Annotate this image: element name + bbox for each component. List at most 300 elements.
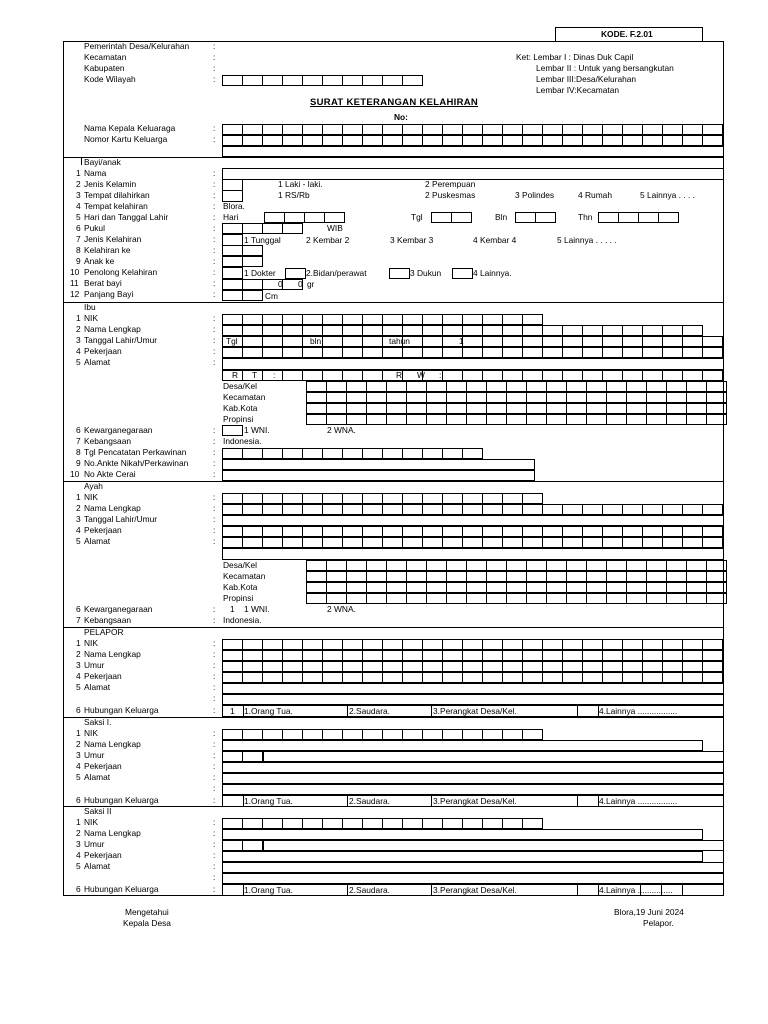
input-cell[interactable]	[322, 124, 343, 135]
input-cell[interactable]	[706, 582, 727, 593]
input-cell[interactable]	[606, 392, 627, 403]
input-cell[interactable]	[582, 526, 603, 537]
input-cell[interactable]	[322, 75, 343, 86]
input-cell[interactable]	[462, 124, 483, 135]
ibu-akte-nikah-field[interactable]	[222, 459, 535, 470]
input-cell[interactable]	[602, 124, 623, 135]
input-cell[interactable]	[306, 392, 327, 403]
input-cell[interactable]	[606, 381, 627, 392]
input-cell[interactable]	[282, 493, 303, 504]
input-cell[interactable]	[542, 135, 563, 146]
input-cell[interactable]	[426, 560, 447, 571]
input-cell[interactable]	[402, 537, 423, 548]
input-cell[interactable]	[302, 135, 323, 146]
input-cell[interactable]	[446, 414, 467, 425]
input-cell[interactable]	[446, 582, 467, 593]
input-cell[interactable]	[382, 650, 403, 661]
input-cell[interactable]	[626, 392, 647, 403]
input-cell[interactable]	[582, 325, 603, 336]
ayah-desa-cells[interactable]	[306, 560, 726, 571]
input-cell[interactable]	[282, 661, 303, 672]
input-cell[interactable]	[306, 414, 327, 425]
input-cell[interactable]	[222, 504, 243, 515]
input-cell[interactable]	[302, 347, 323, 358]
input-cell[interactable]	[282, 75, 303, 86]
input-cell[interactable]	[326, 381, 347, 392]
input-cell[interactable]	[362, 325, 383, 336]
input-cell[interactable]	[606, 571, 627, 582]
input-cell[interactable]	[602, 639, 623, 650]
input-cell[interactable]	[342, 314, 363, 325]
input-cell[interactable]	[602, 325, 623, 336]
input-cell[interactable]	[282, 650, 303, 661]
input-cell[interactable]	[422, 448, 443, 459]
input-cell[interactable]	[382, 661, 403, 672]
input-cell[interactable]	[522, 314, 543, 325]
input-cell[interactable]	[304, 212, 325, 223]
input-cell[interactable]	[666, 392, 687, 403]
input-cell[interactable]	[502, 370, 523, 381]
input-cell[interactable]	[442, 135, 463, 146]
input-cell[interactable]	[302, 370, 323, 381]
input-cell[interactable]	[506, 392, 527, 403]
input-cell[interactable]	[422, 493, 443, 504]
input-cell[interactable]	[622, 336, 643, 347]
input-cell[interactable]	[466, 392, 487, 403]
input-cell[interactable]	[386, 582, 407, 593]
input-cell[interactable]	[302, 818, 323, 829]
input-cell[interactable]	[462, 537, 483, 548]
input-cell[interactable]	[502, 347, 523, 358]
input-cell[interactable]	[662, 135, 683, 146]
input-cell[interactable]	[526, 571, 547, 582]
input-cell[interactable]	[366, 571, 387, 582]
input-cell[interactable]	[622, 650, 643, 661]
input-cell[interactable]	[506, 403, 527, 414]
ibu-rt-cells[interactable]	[222, 370, 722, 381]
input-cell[interactable]	[282, 336, 303, 347]
input-cell[interactable]	[482, 493, 503, 504]
input-cell[interactable]	[506, 593, 527, 604]
input-cell[interactable]	[342, 448, 363, 459]
input-cell[interactable]	[702, 336, 723, 347]
input-cell[interactable]	[546, 414, 567, 425]
input-cell[interactable]	[486, 593, 507, 604]
input-cell[interactable]	[606, 560, 627, 571]
input-cell[interactable]	[406, 560, 427, 571]
input-cell[interactable]	[666, 560, 687, 571]
input-cell[interactable]	[222, 537, 243, 548]
input-cell[interactable]	[306, 571, 327, 582]
pelapor-umur-cells[interactable]	[222, 661, 722, 672]
input-cell[interactable]	[406, 392, 427, 403]
input-cell[interactable]	[282, 672, 303, 683]
input-cell[interactable]	[526, 593, 547, 604]
input-cell[interactable]	[322, 325, 343, 336]
input-cell[interactable]	[526, 392, 547, 403]
input-cell[interactable]	[582, 336, 603, 347]
anak-ke-cells[interactable]	[222, 256, 262, 267]
input-cell[interactable]	[262, 325, 283, 336]
input-cell[interactable]	[446, 392, 467, 403]
input-cell[interactable]	[522, 504, 543, 515]
input-cell[interactable]	[562, 537, 583, 548]
input-cell[interactable]	[542, 661, 563, 672]
input-cell[interactable]	[402, 661, 423, 672]
input-cell[interactable]	[546, 593, 567, 604]
input-cell[interactable]	[662, 504, 683, 515]
input-cell[interactable]	[535, 212, 556, 223]
kelahiran-ke-cells[interactable]	[222, 245, 262, 256]
input-cell[interactable]	[662, 124, 683, 135]
input-cell[interactable]	[326, 560, 347, 571]
input-cell[interactable]	[626, 381, 647, 392]
input-cell[interactable]	[642, 661, 663, 672]
penolong-box[interactable]	[222, 267, 243, 279]
input-cell[interactable]	[322, 135, 343, 146]
input-cell[interactable]	[582, 661, 603, 672]
input-cell[interactable]	[606, 414, 627, 425]
input-cell[interactable]	[362, 493, 383, 504]
input-cell[interactable]	[442, 493, 463, 504]
input-cell[interactable]	[426, 403, 447, 414]
input-cell[interactable]	[646, 582, 667, 593]
input-cell[interactable]	[386, 571, 407, 582]
input-cell[interactable]	[242, 840, 263, 851]
pelapor-alamat-field-2[interactable]	[222, 694, 724, 705]
input-cell[interactable]	[586, 571, 607, 582]
input-cell[interactable]	[706, 392, 727, 403]
input-cell[interactable]	[686, 381, 707, 392]
input-cell[interactable]	[586, 560, 607, 571]
input-cell[interactable]	[566, 593, 587, 604]
input-cell[interactable]	[402, 347, 423, 358]
input-cell[interactable]	[466, 381, 487, 392]
input-cell[interactable]	[466, 560, 487, 571]
input-cell[interactable]	[222, 256, 243, 267]
input-cell[interactable]	[242, 504, 263, 515]
input-cell[interactable]	[431, 212, 452, 223]
input-cell[interactable]	[402, 729, 423, 740]
input-cell[interactable]	[522, 818, 543, 829]
pukul-cells[interactable]	[222, 223, 302, 234]
input-cell[interactable]	[626, 571, 647, 582]
input-cell[interactable]	[262, 537, 283, 548]
input-cell[interactable]	[646, 381, 667, 392]
input-cell[interactable]	[362, 504, 383, 515]
input-cell[interactable]	[362, 650, 383, 661]
input-cell[interactable]	[522, 370, 543, 381]
saksi1-nama-field[interactable]	[222, 740, 703, 751]
input-cell[interactable]	[302, 729, 323, 740]
input-cell[interactable]	[702, 124, 723, 135]
input-cell[interactable]	[262, 526, 283, 537]
input-cell[interactable]	[486, 381, 507, 392]
input-cell[interactable]	[542, 124, 563, 135]
input-cell[interactable]	[422, 135, 443, 146]
input-cell[interactable]	[326, 571, 347, 582]
input-cell[interactable]	[522, 347, 543, 358]
input-cell[interactable]	[322, 347, 343, 358]
input-cell[interactable]	[562, 661, 583, 672]
input-cell[interactable]	[542, 325, 563, 336]
saksi2-alamat-field-2[interactable]	[222, 873, 724, 884]
input-cell[interactable]	[302, 526, 323, 537]
input-cell[interactable]	[326, 403, 347, 414]
input-cell[interactable]	[502, 639, 523, 650]
input-cell[interactable]	[402, 314, 423, 325]
input-cell[interactable]	[262, 75, 283, 86]
input-cell[interactable]	[482, 336, 503, 347]
input-cell[interactable]	[242, 325, 263, 336]
input-cell[interactable]	[622, 526, 643, 537]
input-cell[interactable]	[242, 256, 263, 267]
input-cell[interactable]	[486, 403, 507, 414]
input-cell[interactable]	[242, 448, 263, 459]
input-cell[interactable]	[626, 593, 647, 604]
input-cell[interactable]	[622, 370, 643, 381]
input-cell[interactable]	[282, 124, 303, 135]
thn-cells[interactable]	[598, 212, 678, 223]
input-cell[interactable]	[322, 314, 343, 325]
input-cell[interactable]	[682, 639, 703, 650]
input-cell[interactable]	[486, 392, 507, 403]
input-cell[interactable]	[562, 650, 583, 661]
pelapor-nik-cells[interactable]	[222, 639, 722, 650]
input-cell[interactable]	[542, 336, 563, 347]
input-cell[interactable]	[702, 370, 723, 381]
input-cell[interactable]	[422, 124, 443, 135]
input-cell[interactable]	[522, 135, 543, 146]
input-cell[interactable]	[242, 818, 263, 829]
input-cell[interactable]	[362, 448, 383, 459]
input-cell[interactable]	[626, 403, 647, 414]
input-cell[interactable]	[602, 347, 623, 358]
ibu-nama-cells[interactable]	[222, 325, 702, 336]
input-cell[interactable]	[502, 504, 523, 515]
input-cell[interactable]	[482, 526, 503, 537]
input-cell[interactable]	[562, 347, 583, 358]
input-cell[interactable]	[366, 593, 387, 604]
input-cell[interactable]	[422, 672, 443, 683]
input-cell[interactable]	[442, 124, 463, 135]
input-cell[interactable]	[222, 650, 243, 661]
input-cell[interactable]	[462, 729, 483, 740]
input-cell[interactable]	[646, 403, 667, 414]
input-cell[interactable]	[642, 526, 663, 537]
input-cell[interactable]	[382, 347, 403, 358]
input-cell[interactable]	[282, 729, 303, 740]
input-cell[interactable]	[566, 414, 587, 425]
input-cell[interactable]	[222, 639, 243, 650]
input-cell[interactable]	[322, 504, 343, 515]
input-cell[interactable]	[642, 370, 663, 381]
input-cell[interactable]	[282, 314, 303, 325]
input-cell[interactable]	[642, 504, 663, 515]
ibu-propinsi-cells[interactable]	[306, 414, 726, 425]
input-cell[interactable]	[222, 661, 243, 672]
input-cell[interactable]	[602, 370, 623, 381]
input-cell[interactable]	[542, 504, 563, 515]
input-cell[interactable]	[526, 403, 547, 414]
input-cell[interactable]	[342, 661, 363, 672]
input-cell[interactable]	[702, 661, 723, 672]
input-cell[interactable]	[346, 582, 367, 593]
input-cell[interactable]	[502, 124, 523, 135]
input-cell[interactable]	[442, 818, 463, 829]
input-cell[interactable]	[502, 729, 523, 740]
input-cell[interactable]	[462, 672, 483, 683]
input-cell[interactable]	[366, 414, 387, 425]
input-cell[interactable]	[362, 818, 383, 829]
input-cell[interactable]	[262, 672, 283, 683]
input-cell[interactable]	[282, 526, 303, 537]
input-cell[interactable]	[382, 526, 403, 537]
input-cell[interactable]	[702, 526, 723, 537]
input-cell[interactable]	[666, 414, 687, 425]
input-cell[interactable]	[362, 314, 383, 325]
input-cell[interactable]	[562, 325, 583, 336]
input-cell[interactable]	[582, 124, 603, 135]
berat-cells[interactable]	[222, 279, 302, 290]
input-cell[interactable]	[222, 75, 243, 86]
input-cell[interactable]	[322, 537, 343, 548]
input-cell[interactable]	[642, 672, 663, 683]
input-cell[interactable]	[506, 381, 527, 392]
input-cell[interactable]	[682, 661, 703, 672]
input-cell[interactable]	[502, 661, 523, 672]
input-cell[interactable]	[482, 639, 503, 650]
input-cell[interactable]	[222, 290, 243, 301]
input-cell[interactable]	[284, 212, 305, 223]
input-cell[interactable]	[686, 392, 707, 403]
input-cell[interactable]	[582, 135, 603, 146]
input-cell[interactable]	[602, 526, 623, 537]
input-cell[interactable]	[566, 381, 587, 392]
input-cell[interactable]	[466, 582, 487, 593]
input-cell[interactable]	[686, 582, 707, 593]
input-cell[interactable]	[322, 729, 343, 740]
input-cell[interactable]	[382, 325, 403, 336]
input-cell[interactable]	[222, 729, 243, 740]
input-cell[interactable]	[406, 593, 427, 604]
input-cell[interactable]	[662, 661, 683, 672]
input-cell[interactable]	[342, 729, 363, 740]
input-cell[interactable]	[242, 336, 263, 347]
input-cell[interactable]	[706, 403, 727, 414]
input-cell[interactable]	[326, 593, 347, 604]
input-cell[interactable]	[546, 560, 567, 571]
input-cell[interactable]	[666, 571, 687, 582]
input-cell[interactable]	[446, 593, 467, 604]
input-cell[interactable]	[502, 493, 523, 504]
input-cell[interactable]	[522, 650, 543, 661]
input-cell[interactable]	[342, 537, 363, 548]
input-cell[interactable]	[422, 661, 443, 672]
input-cell[interactable]	[582, 537, 603, 548]
input-cell[interactable]	[442, 672, 463, 683]
ibu-alamat-field[interactable]	[222, 358, 724, 370]
input-cell[interactable]	[406, 571, 427, 582]
input-cell[interactable]	[302, 448, 323, 459]
input-cell[interactable]	[682, 135, 703, 146]
input-cell[interactable]	[326, 392, 347, 403]
input-cell[interactable]	[446, 560, 467, 571]
input-cell[interactable]	[306, 403, 327, 414]
input-cell[interactable]	[262, 314, 283, 325]
input-cell[interactable]	[222, 448, 243, 459]
input-cell[interactable]	[342, 639, 363, 650]
input-cell[interactable]	[346, 403, 367, 414]
input-cell[interactable]	[642, 135, 663, 146]
input-cell[interactable]	[522, 661, 543, 672]
input-cell[interactable]	[362, 672, 383, 683]
input-cell[interactable]	[646, 414, 667, 425]
input-cell[interactable]	[362, 124, 383, 135]
input-cell[interactable]	[622, 347, 643, 358]
input-cell[interactable]	[326, 414, 347, 425]
input-cell[interactable]	[306, 582, 327, 593]
input-cell[interactable]	[362, 347, 383, 358]
input-cell[interactable]	[342, 672, 363, 683]
input-cell[interactable]	[702, 135, 723, 146]
input-cell[interactable]	[682, 672, 703, 683]
input-cell[interactable]	[682, 537, 703, 548]
input-cell[interactable]	[682, 347, 703, 358]
input-cell[interactable]	[342, 818, 363, 829]
input-cell[interactable]	[566, 560, 587, 571]
input-cell[interactable]	[442, 661, 463, 672]
input-cell[interactable]	[322, 661, 343, 672]
input-cell[interactable]	[666, 582, 687, 593]
input-cell[interactable]	[642, 639, 663, 650]
input-cell[interactable]	[502, 135, 523, 146]
input-cell[interactable]	[462, 370, 483, 381]
input-cell[interactable]	[406, 414, 427, 425]
input-cell[interactable]	[662, 537, 683, 548]
input-cell[interactable]	[606, 593, 627, 604]
input-cell[interactable]	[662, 639, 683, 650]
input-cell[interactable]	[606, 582, 627, 593]
input-cell[interactable]	[322, 493, 343, 504]
ayah-nik-cells[interactable]	[222, 493, 542, 504]
input-cell[interactable]	[442, 537, 463, 548]
input-cell[interactable]	[462, 347, 483, 358]
input-cell[interactable]	[586, 414, 607, 425]
input-cell[interactable]	[546, 582, 567, 593]
input-cell[interactable]	[362, 526, 383, 537]
input-cell[interactable]	[682, 124, 703, 135]
input-cell[interactable]	[662, 336, 683, 347]
input-cell[interactable]	[606, 403, 627, 414]
input-cell[interactable]	[342, 370, 363, 381]
input-cell[interactable]	[306, 560, 327, 571]
input-cell[interactable]	[582, 347, 603, 358]
input-cell[interactable]	[586, 582, 607, 593]
input-cell[interactable]	[666, 593, 687, 604]
input-cell[interactable]	[242, 135, 263, 146]
input-cell[interactable]	[702, 650, 723, 661]
input-cell[interactable]	[346, 593, 367, 604]
ibu-nik-cells[interactable]	[222, 314, 542, 325]
input-cell[interactable]	[422, 314, 443, 325]
input-cell[interactable]	[506, 571, 527, 582]
input-cell[interactable]	[622, 639, 643, 650]
input-cell[interactable]	[362, 336, 383, 347]
input-cell[interactable]	[482, 661, 503, 672]
saksi1-umur-cells[interactable]	[222, 751, 262, 762]
input-cell[interactable]	[702, 537, 723, 548]
